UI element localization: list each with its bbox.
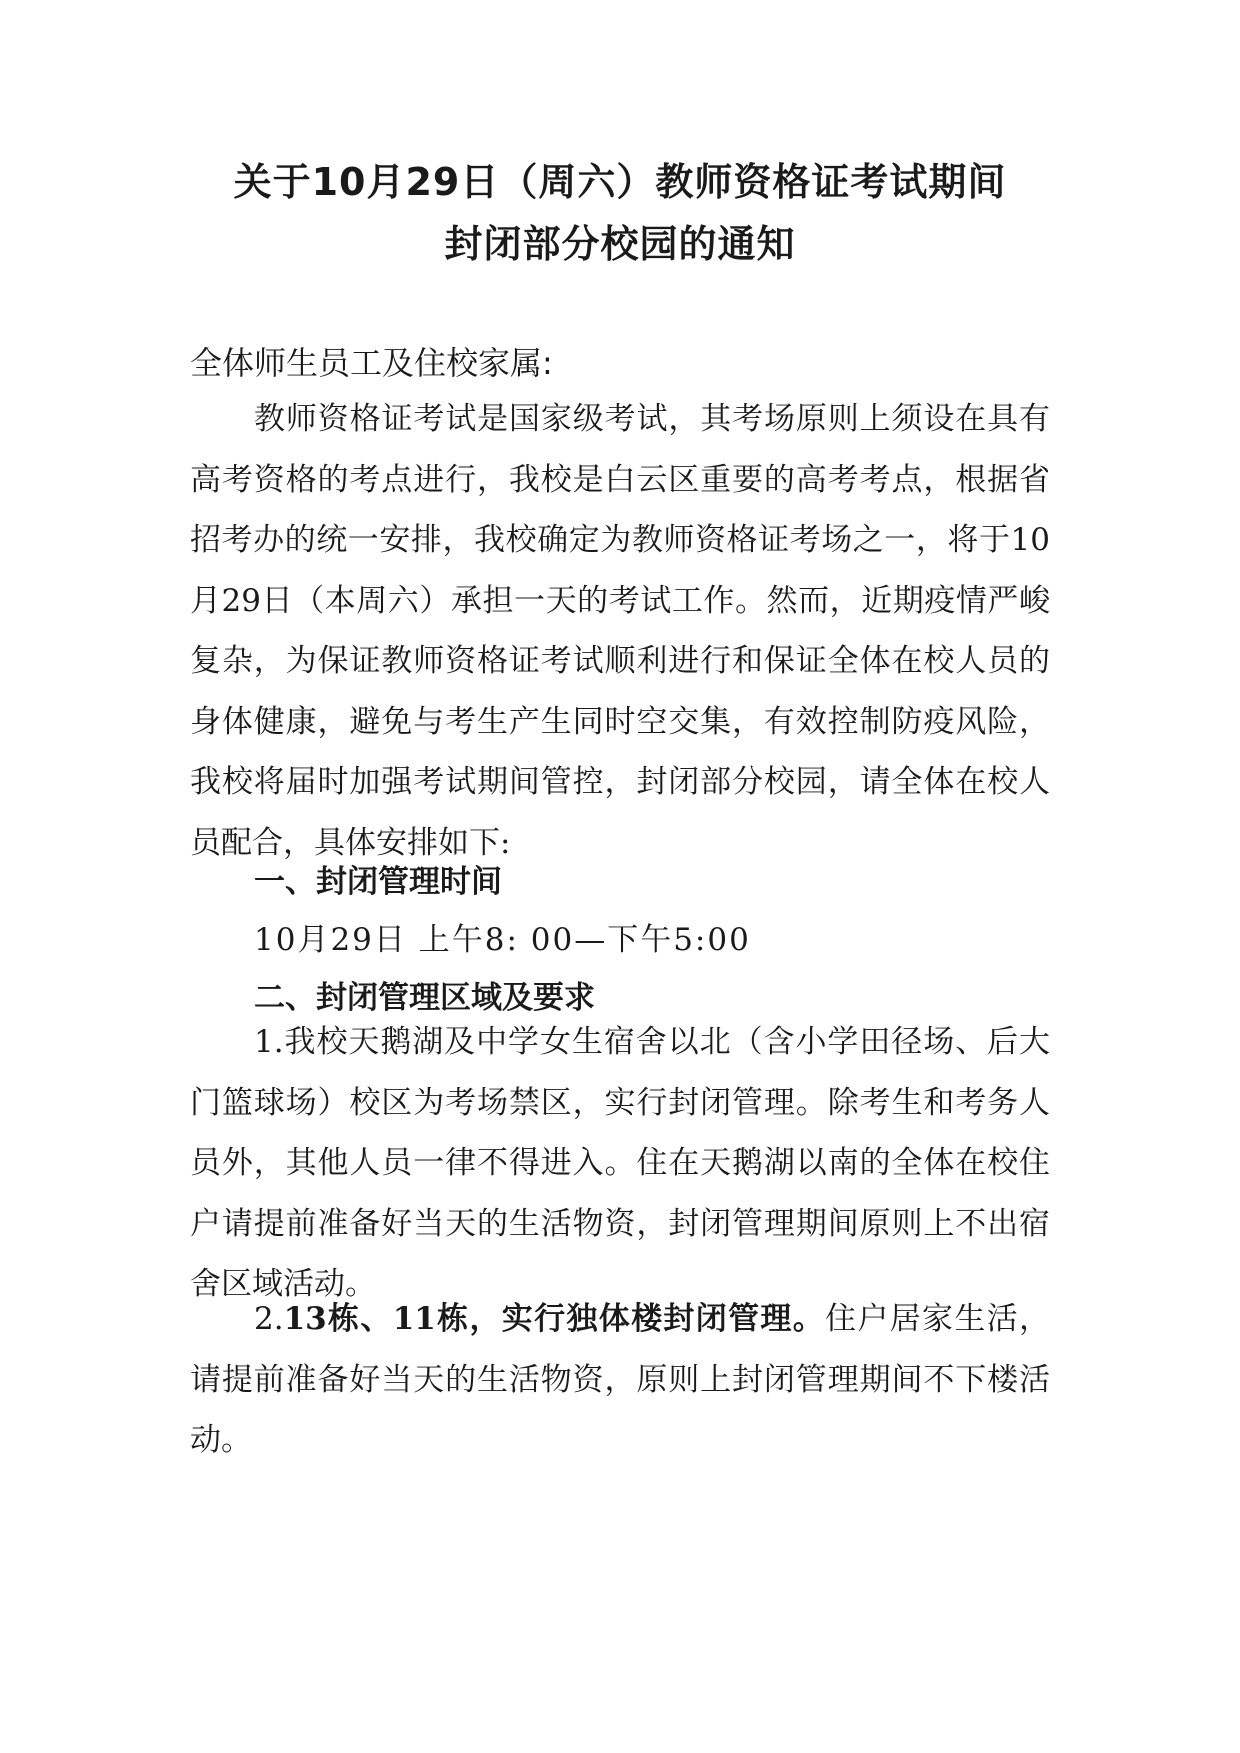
closure-time: 10月29日 上午8: 00—下午5:00 xyxy=(254,922,751,958)
section1-heading: 一、封闭管理时间 xyxy=(254,864,502,900)
notice-title-line2: 封闭部分校园的通知 xyxy=(444,222,796,266)
item2-bold-text: 13栋、11栋，实行独体楼封闭管理。 xyxy=(283,1301,826,1337)
requirement-item-2 xyxy=(190,1289,1050,1471)
salutation: 全体师生员工及住校家属: xyxy=(190,344,553,382)
item2-text: 住户居家生活，请提前准备好当天的生活物资，原则上封闭管理期间不下楼活动。 xyxy=(190,1301,1051,1458)
item2-number: 2. xyxy=(254,1301,284,1337)
intro-paragraph: 教师资格证考试是国家级考试，其考场原则上须设在具有高考资格的考点进行，我校是白云区重要的高考考点，根据省招考办的统一安排，我校确定为教师资格证考场之一，将于10月29日（本周六）承担一天的考试工作。然而，近期疫情严峻复杂，为保证教师资格证考试顺利进行和保证全体在校人员的身体健康，避免与考生产生同时空交集，有效控制防疫风险，我校将届时加强考试期间管控，封闭部分校园，请全体在校人员配合，具体安排如下: xyxy=(190,401,1050,861)
notice-title-line1: 关于10月29日（周六）教师资格证考试期间 xyxy=(233,160,1007,204)
section2-heading: 二、封闭管理区域及要求 xyxy=(254,980,595,1016)
requirement-item-1: 1.我校天鹅湖及中学女生宿舍以北（含小学田径场、后大门篮球场）校区为考场禁区，实行封闭管理。除考生和考务人员外，其他人员一律不得进入。住在天鹅湖以南的全体在校住户请提前准备好当天的生活物资，封闭管理期间原则上不出宿舍区域活动。 xyxy=(190,1024,1050,1302)
